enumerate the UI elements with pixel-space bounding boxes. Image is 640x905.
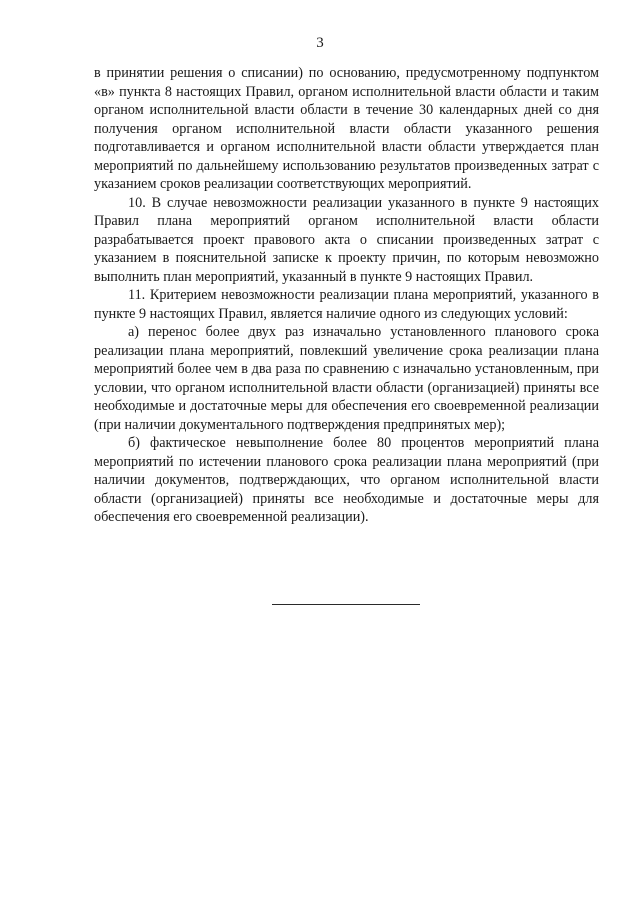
paragraph-item-11-b: б) фактическое невыполнение более 80 процентов мероприятий плана мероприятий по истечении планового срока реализации плана мероприятий (при наличии документов, подтверждающих, что органом исполнительной власти области (организацией) приняты все необходимые и достаточные меры для обеспечения его своевременной реализации). — [94, 435, 599, 525]
paragraph-item-10: 10. В случае невозможности реализации указанного в пункте 9 настоящих Правил плана мероприятий органом исполнительной власти области разрабатывается проект правового акта о списании произведенных затрат с указанием в пояснительной записке к проекту причин, по которым невозможно выполнить план мероприятий, указанный в пункте 9 настоящих Правил. — [94, 194, 599, 285]
paragraph-item-11-a: а) перенос более двух раз изначально установленного планового срока реализации плана мероприятий, повлекший увеличение срока реализации плана мероприятий более чем в два раза по сравнению с изначально установленным, при условии, что органом исполнительной власти области (организацией) приняты все необходимые и достаточные меры для обеспечения его своевременной реализации (при наличии документального подтверждения предпринятых мер); — [94, 324, 599, 433]
paragraph-continuation: в принятии решения о списании) по основанию, предусмотренному подпунктом «в» пункта 8 настоящих Правил, органом исполнительной власти области и таким органом исполнительной власти области в течение 30 календарных дней со дня получения органом исполнительной власти области указанного решения подготавливается и органом исполнительной власти области утверждается план мероприятий по дальнейшему использованию результатов произведенных затрат с указанием сроков реализации соответствующих мероприятий. — [94, 65, 599, 192]
end-of-text-divider — [272, 604, 420, 605]
page-number: 3 — [316, 35, 324, 51]
paragraph-item-11: 11. Критерием невозможности реализации плана мероприятий, указанного в пункте 9 настоящих Правил, является наличие одного из следующих условий: — [94, 287, 599, 322]
document-body — [94, 64, 599, 527]
